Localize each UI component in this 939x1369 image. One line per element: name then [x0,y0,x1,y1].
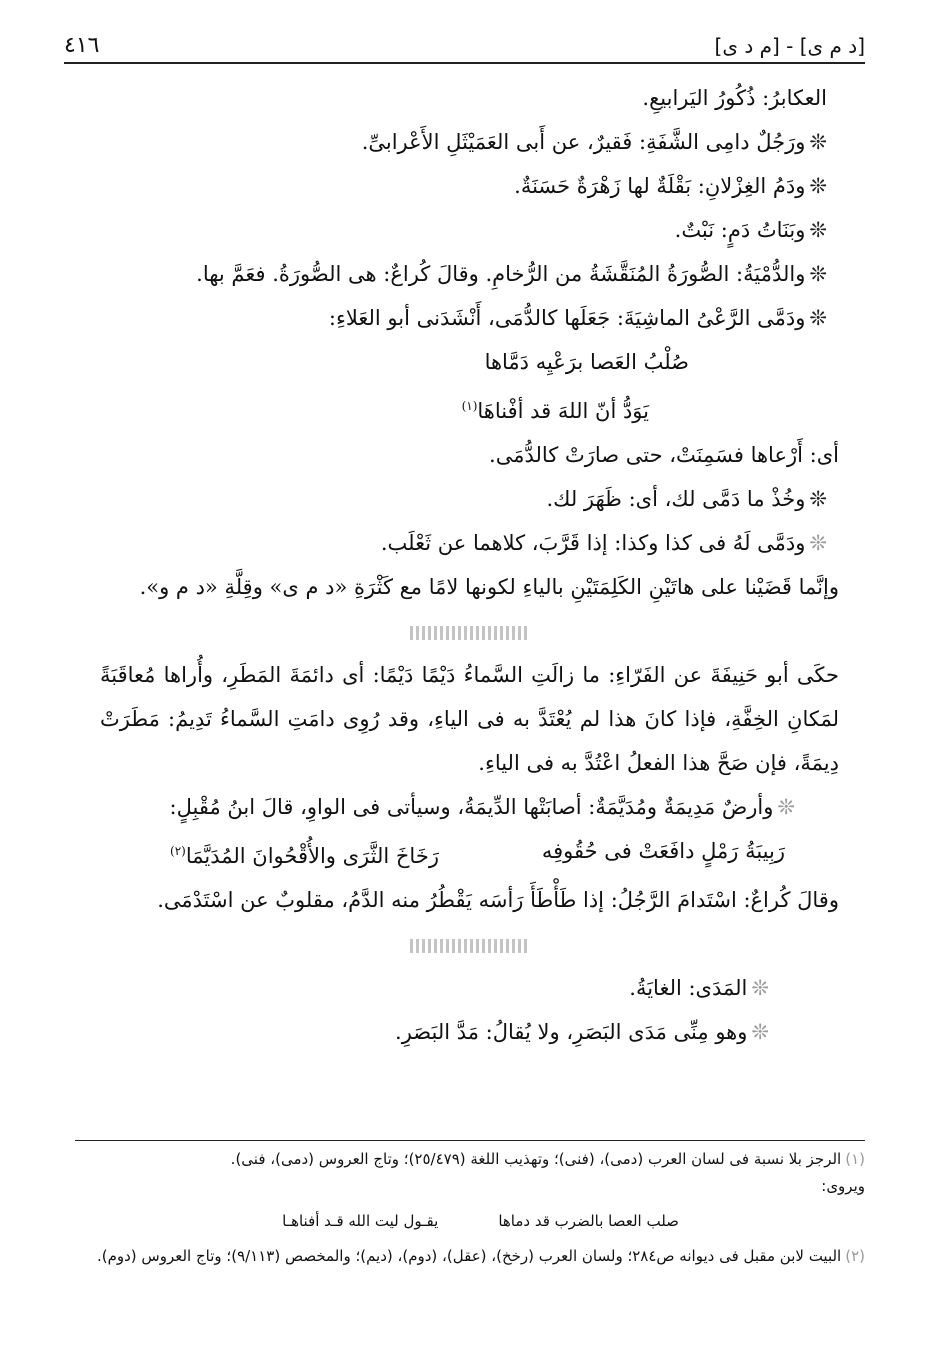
entry-line: وقالَ كُراعٌ: اسْتَدامَ الرَّجُلُ: إذا طَأْطَأَ رَأسَه يَقْطُرُ منه الدَّمُ، مقلوبٌ عن اسْتَدْمَى. [157,888,839,912]
entry-line: ❊ودَمَّى لَهُ فى كذا وكذا: إذا قَرَّبَ، كلاهما عن ثَعْلَب. [380,531,827,555]
entry-line: ❊وهو مِنِّى مَدَى البَصَرِ، ولا يُقالُ: مَدَّ البَصَرِ. [395,1020,769,1044]
star-icon: ❊ [809,306,827,330]
main-text [100,76,839,1054]
footnote-number: (١) [845,1150,865,1168]
star-icon: ❊ [751,1020,769,1044]
footnote-2: (٢)البيت لابن مقبل فى ديوانه ص٢٨٤؛ ولسان العرب (رخخ)، (عقل)، (دوم)، (ديم)؛ والمخصص (٩/١١٣)؛ وتاج العروس (دوم). [96,1247,865,1265]
star-icon: ❊ [777,795,795,819]
star-icon: ❊ [809,174,827,198]
entry-line: ❊المَدَى: الغايَةُ. [629,976,769,1000]
footnote-1: (١)الرجز بلا نسبة فى لسان العرب (دمى)، (فنى)؛ وتهذيب اللغة (٢٥/٤٧٩)؛ وتاج العروس (دمى)، فنى). [230,1150,865,1168]
verse-hemistich-2: رَخَاخَ الثَّرَى والأُقْحُوانَ المُدَيَّمَا$^{(٢)}$ [170,844,439,868]
star-icon: ❊ [809,531,827,555]
page-number: ٤١٦ [64,33,100,58]
divider-ornament-icon [410,939,530,953]
divider-ornament-icon [410,626,530,640]
section-divider [100,609,839,653]
entry-line: ❊ودَمَّى الرَّعْىُ الماشِيَةَ: جَعَلَها كالدُّمَى، أَنْشَدَنى أبو العَلاءِ: [328,306,827,330]
star-icon: ❊ [809,130,827,154]
verse-hemistich-1: رَبِيبَةُ رَمْلٍ دافَعَتْ فى حُقُوفِه [541,839,785,863]
entry-line: العكابرُ: ذُكُورُ اليَرابيعِ. [642,86,827,110]
verse-line: صُلْبُ العَصا برَعْيِه دَمَّاها [484,350,689,374]
footnote-rule [75,1140,865,1141]
footnote-verse [96,1200,865,1243]
entry-line: ❊والدُّمْيَةُ: الصُّورَةُ المُنَقَّشَةُ من الرُّخامِ. وقالَ كُراعٌ: هى الصُّورَةُ. فعَمَّ بها. [196,262,827,286]
entry-line: وإنَّما قَضَيْنا على هاتَيْنِ الكَلِمَتَيْنِ بالياءِ لكونها لامًا مع كَثْرَةِ «د م ى» وقِلَّةِ «د م و». [139,575,839,599]
footnote-ref: (١) [461,399,478,413]
star-icon: ❊ [809,218,827,242]
entry-line: ❊وأرضٌ مَدِيمَةٌ ومُدَيَّمَةٌ: أصابَتْها الدِّيمَةُ، وسيأتى فى الواوِ، قالَ ابنُ مُقْبِلٍ: [169,795,795,819]
verse-line: يَوَدُّ أنّ اللهَ قد أفْناهَا$^{(١)}$ [461,399,649,423]
entry-line: ❊ورَجُلٌ دامِى الشَّفَةِ: فَقيرٌ، عن أَبى العَمَيْثَلِ الأَعْرابىِّ. [361,130,827,154]
footnote-verse-2: يقـول ليت الله قـد أفناهـا [282,1212,439,1230]
star-icon: ❊ [809,262,827,286]
verse-couplet [100,829,839,878]
star-icon: ❊ [751,976,769,1000]
footnote-number: (٢) [845,1247,865,1265]
paragraph: حكَى أبو حَنِيفَةَ عن الفَرّاءِ: ما زالَتِ السَّماءُ دَيْمًا دَيْمًا: أى دائمَةَ المَطَرِ، وأُراها مُعاقَبَةً لمَكانِ الخِفَّةِ، فإذا كانَ هذا لم يُعْتَدَّ به فى الياءِ، وقد رُوِى دامَتِ السَّماءُ تَدِيمُ: مَطَرَتْ دِيمَةً، فإن صَحَّ هذا الفعلُ اعْتُدَّ به فى الياءِ. [100,663,839,775]
entry-line: ❊ودَمُ الغِزْلانِ: بَقْلَةٌ لها زَهْرَةٌ حَسَنَةٌ. [514,174,827,198]
entry-line: ❊وبَنَاتُ دَمٍ: نَبْتٌ. [674,218,827,242]
page-header [64,28,865,64]
footnotes [96,1146,865,1270]
footnote-ref: (٢) [170,844,186,858]
entry-line: أى: أَرْعاها فسَمِنَتْ، حتى صارَتْ كالدُّمَى. [489,443,839,467]
footnote-verse-1: صلب العصا بالضرب قد دماها [498,1212,679,1230]
star-icon: ❊ [809,487,827,511]
footnote-1-note: ويروى: [821,1177,865,1195]
running-head: [د م ى] - [م د ى] [714,34,865,58]
entry-line: ❊وخُذْ ما دَمَّى لك، أى: ظَهَرَ لك. [546,487,827,511]
section-divider [100,922,839,966]
